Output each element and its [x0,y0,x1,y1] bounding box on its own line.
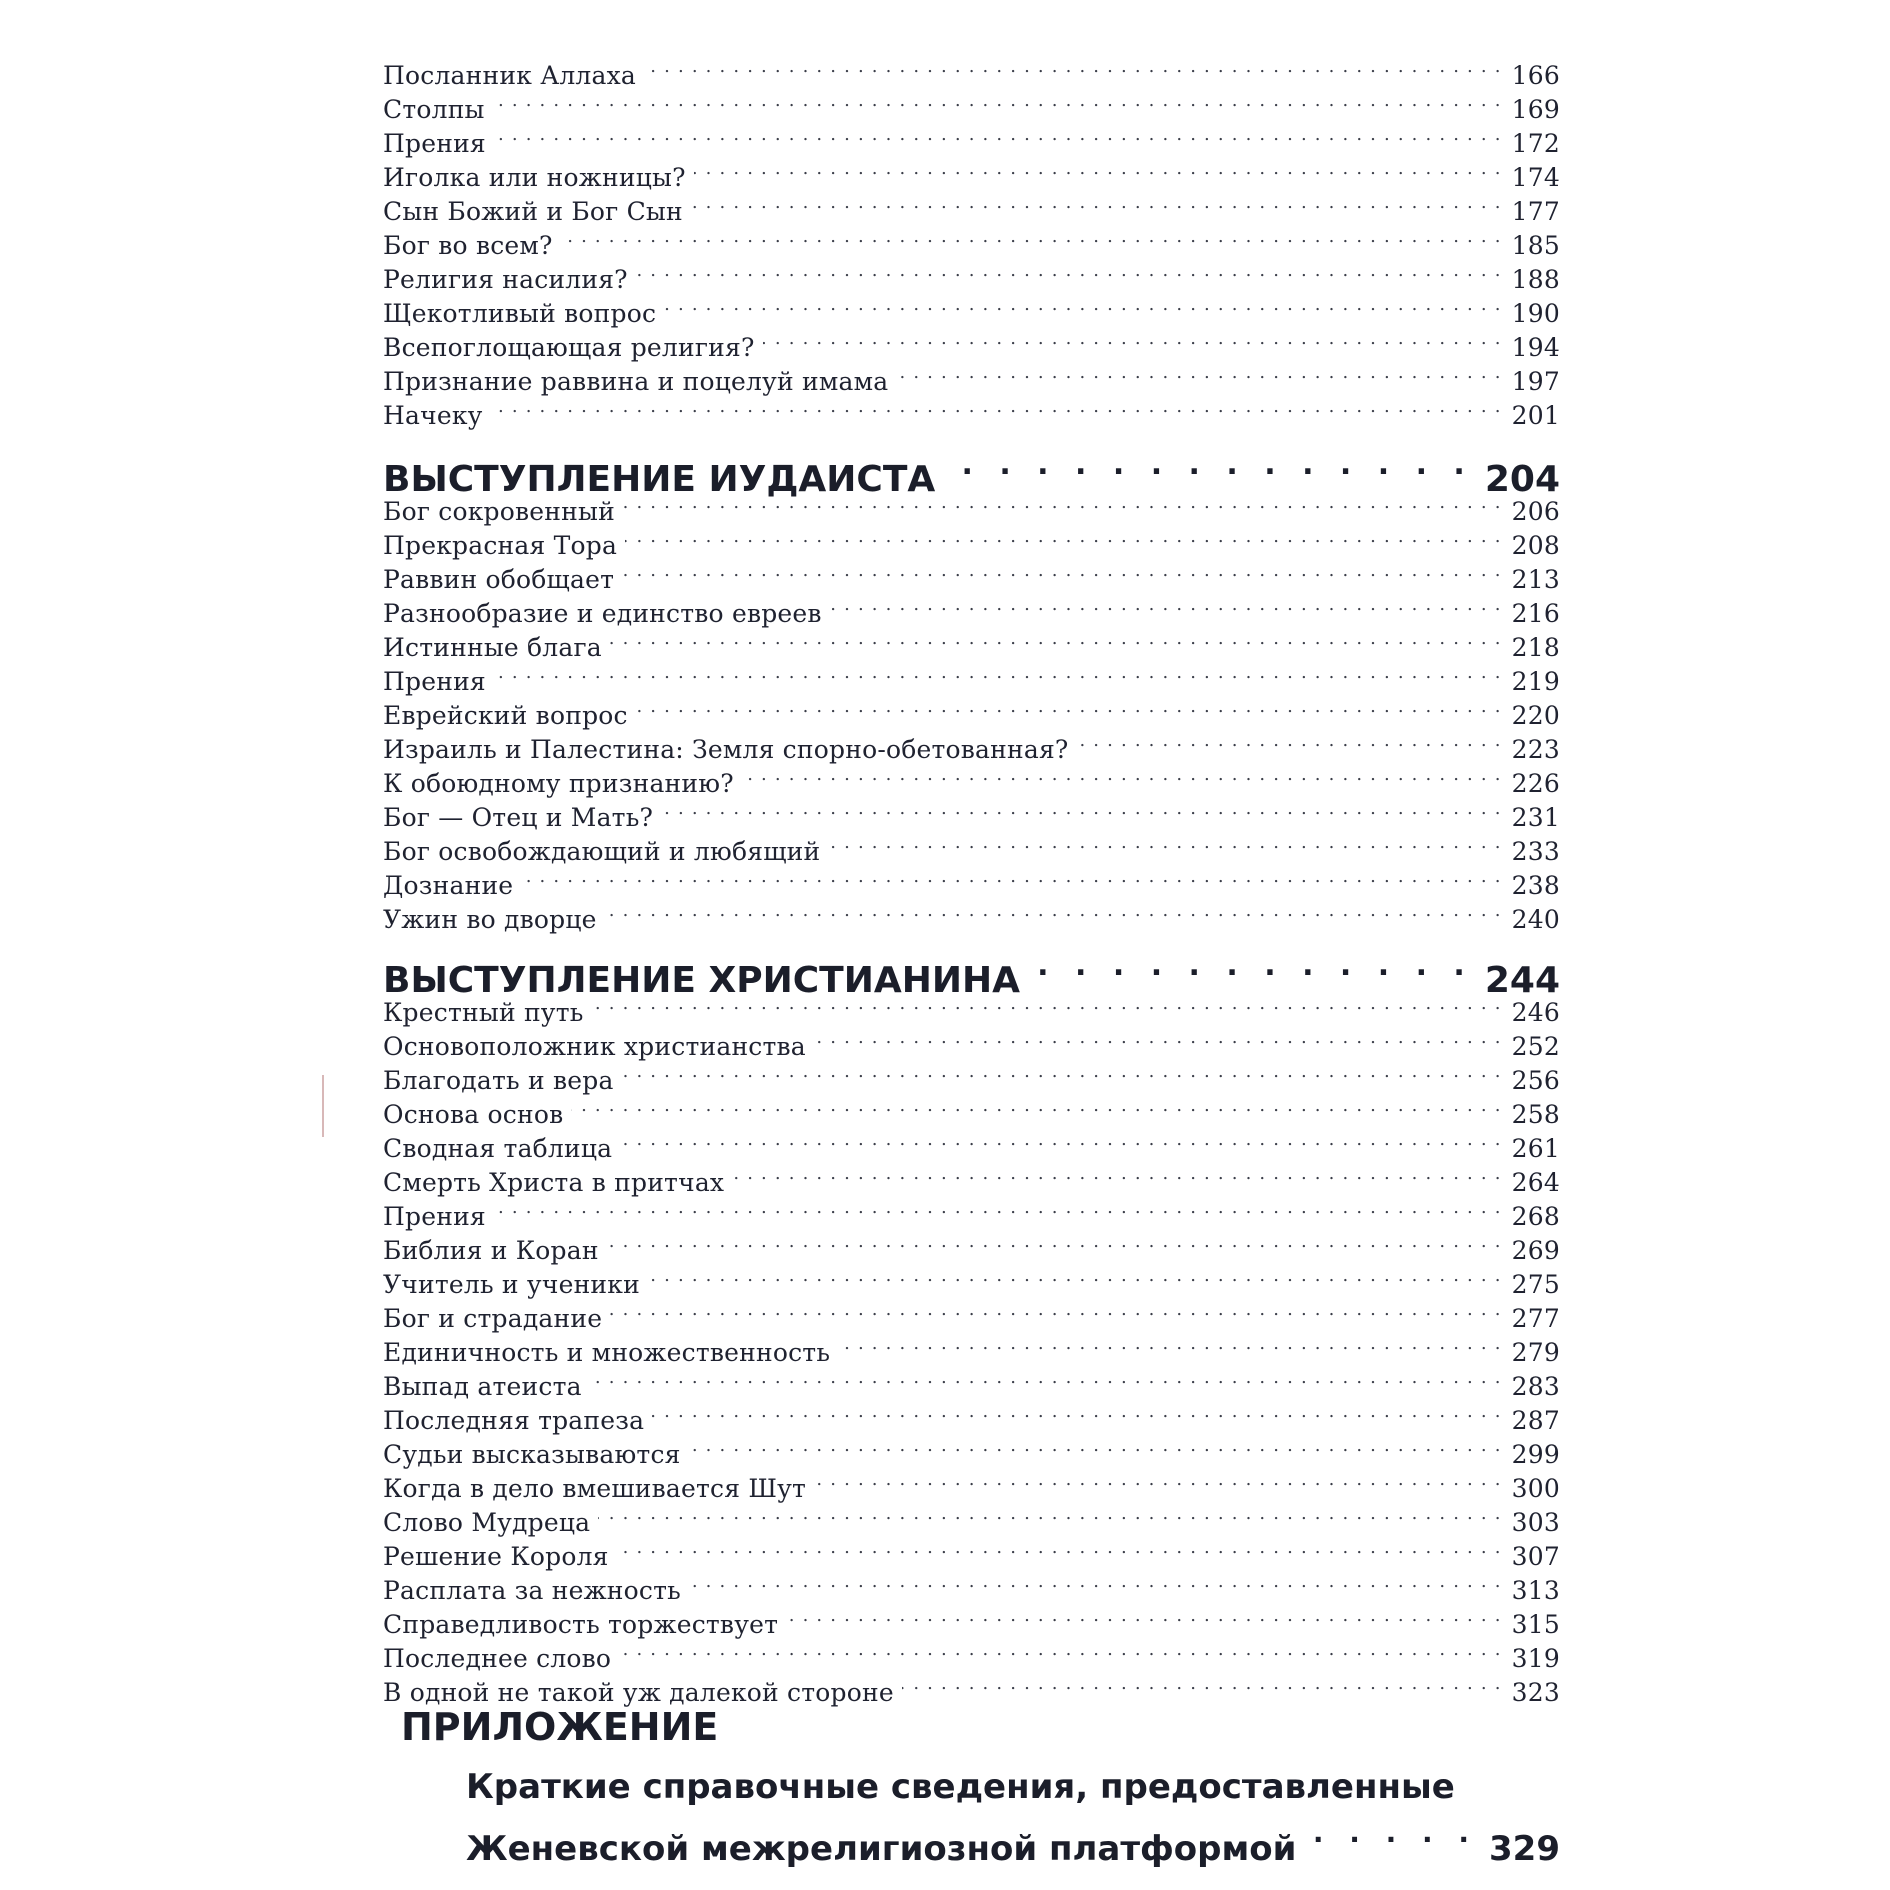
dot-leader [494,656,1502,690]
dot-leader [652,1395,1501,1429]
toc-entry-title: Основа основ [383,1100,564,1129]
toc-entry-page-number: 216 [1511,599,1560,628]
toc-block-judaism [383,486,1560,934]
toc-entry-title: Иголка или ножницы? [383,163,686,192]
toc-entry-page-number: 313 [1511,1576,1560,1605]
toc-entry-title: Прекрасная Тора [383,531,618,560]
toc-entry-page-number: 258 [1511,1100,1560,1129]
toc-entry-title: Признание раввина и поцелуй имама [383,367,889,396]
dot-leader [951,443,1473,491]
toc-entry-page-number: 219 [1511,667,1560,696]
toc-entry-page-number: 238 [1511,871,1560,900]
toc-entry-page-number: 256 [1511,1066,1560,1095]
dot-leader [623,486,1502,520]
toc-entry [383,390,1560,430]
toc-entry-page-number: 174 [1511,163,1560,192]
dot-leader [610,622,1502,656]
dot-leader [617,1531,1502,1565]
toc-entry-title: Сводная таблица [383,1134,613,1163]
toc-entry-title: Бог освобождающий и любящий [383,837,821,866]
dot-leader [838,1327,1502,1361]
dot-leader [1312,1812,1477,1860]
dot-leader [607,1225,1502,1259]
toc-entry [383,987,1560,1027]
dot-leader [664,288,1501,322]
dot-leader [648,1259,1502,1293]
margin-mark [322,1075,324,1137]
toc-entry-page-number: 201 [1511,401,1560,430]
toc-entry-page-number: 233 [1511,837,1560,866]
dot-leader [902,1667,1502,1701]
dot-leader [622,1055,1502,1089]
toc-entry-page-number: 283 [1511,1372,1560,1401]
toc-entry-title: Прения [383,129,486,158]
dot-leader [521,860,1501,894]
dot-leader [494,1191,1502,1225]
section-row [383,944,1560,1001]
toc-entry-title: Когда в дело вмешивается Шут [383,1474,807,1503]
toc-entry [383,84,1560,124]
toc-entry-page-number: 319 [1511,1644,1560,1673]
dot-leader [622,554,1502,588]
dot-leader [620,1123,1501,1157]
dot-leader [763,322,1502,356]
toc-entry-title: Раввин обобщает [383,565,615,594]
toc-entry-title: Щекотливый вопрос [383,299,657,328]
toc-entry-page-number: 300 [1511,1474,1560,1503]
dot-leader [493,84,1502,118]
toc-entry-title: Слово Мудреца [383,1508,591,1537]
dot-leader [1077,724,1502,758]
dot-leader [828,826,1501,860]
dot-leader [689,1565,1502,1599]
toc-entry-title: Смерть Христа в притчах [383,1168,725,1197]
toc-entry [383,1225,1560,1265]
toc-block-islam [383,50,1560,430]
appendix-entry-line2-row [466,1812,1560,1869]
toc-entry-title: Судьи высказываются [383,1440,681,1469]
appendix-page-number: 329 [1489,1829,1560,1869]
section-title: ВЫСТУПЛЕНИЕ ХРИСТИАНИНА [383,960,1020,1001]
dot-leader [896,356,1501,390]
toc-entry-title: Расплата за нежность [383,1576,681,1605]
toc-entry-title: Ужин во дворце [383,905,597,934]
toc-entry-page-number: 240 [1511,905,1560,934]
toc-entry-page-number: 218 [1511,633,1560,662]
dot-leader [694,152,1502,186]
toc-entry-title: Бог сокровенный [383,497,615,526]
appendix-entry [466,1762,1560,1869]
toc-entry-page-number: 252 [1511,1032,1560,1061]
appendix-entry-line1: Краткие справочные сведения, предоставленные [466,1767,1455,1807]
dot-leader [625,520,1502,554]
toc-entry-title: Крестный путь [383,998,584,1027]
toc-entry-page-number: 208 [1511,531,1560,560]
toc-entry-title: Единичность и множественность [383,1338,831,1367]
toc-entry [383,152,1560,192]
dot-leader [561,220,1502,254]
toc-entry [383,894,1560,934]
toc-entry-page-number: 197 [1511,367,1560,396]
toc-entry-page-number: 166 [1511,61,1560,90]
dot-leader [636,254,1502,288]
section-heading-christianity [383,944,1560,1001]
dot-leader [742,758,1502,792]
dot-leader [689,1429,1502,1463]
toc-entry-title: Выпад атеиста [383,1372,582,1401]
toc-entry-page-number: 277 [1511,1304,1560,1333]
dot-leader [636,690,1502,724]
toc-entry-title: Столпы [383,95,485,124]
toc-entry [383,656,1560,696]
toc-entry-page-number: 220 [1511,701,1560,730]
dot-leader [732,1157,1501,1191]
dot-leader [661,792,1502,826]
toc-entry-page-number: 261 [1511,1134,1560,1163]
dot-leader [605,894,1502,928]
toc-entry-page-number: 307 [1511,1542,1560,1571]
toc-entry-title: Прения [383,667,486,696]
dot-leader [598,1497,1501,1531]
toc-entry-page-number: 299 [1511,1440,1560,1469]
toc-entry-title: Истинные блага [383,633,602,662]
toc-entry-page-number: 190 [1511,299,1560,328]
appendix-heading: ПРИЛОЖЕНИЕ [401,1705,719,1749]
toc-entry [383,690,1560,730]
toc-entry-page-number: 185 [1511,231,1560,260]
dot-leader [1036,944,1473,992]
toc-entry-title: Бог и страдание [383,1304,603,1333]
dot-leader [814,1021,1502,1055]
section-page-number: 204 [1484,459,1560,500]
toc-entry-title: Еврейский вопрос [383,701,628,730]
dot-leader [571,1089,1501,1123]
toc-entry-page-number: 315 [1511,1610,1560,1639]
toc-entry [383,860,1560,900]
toc-entry-title: Справедливость торжествует [383,1610,779,1639]
toc-entry-title: Библия и Коран [383,1236,599,1265]
toc-entry-title: Последняя трапеза [383,1406,645,1435]
toc-entry-page-number: 268 [1511,1202,1560,1231]
section-title: ВЫСТУПЛЕНИЕ ИУДАИСТА [383,459,936,500]
toc-entry [383,50,1560,90]
toc-entry-title: Разнообразие и единство евреев [383,599,822,628]
dot-leader [786,1599,1502,1633]
toc-entry-page-number: 279 [1511,1338,1560,1367]
toc-entry-page-number: 213 [1511,565,1560,594]
toc-entry-title: Бог во всем? [383,231,553,260]
dot-leader [644,50,1502,84]
toc-entry [383,486,1560,526]
toc-entry-title: Основоположник христианства [383,1032,806,1061]
toc-entry-title: Прения [383,1202,486,1231]
toc-entry-page-number: 246 [1511,998,1560,1027]
toc-entry-title: Посланник Аллаха [383,61,637,90]
appendix-entry-line2: Женевской межрелигиозной платформой [466,1829,1297,1869]
dot-leader [491,390,1502,424]
toc-entry-page-number: 194 [1511,333,1560,362]
toc-entry-title: Благодать и вера [383,1066,614,1095]
toc-entry-page-number: 231 [1511,803,1560,832]
section-row [383,443,1560,500]
dot-leader [494,118,1502,152]
toc-entry-page-number: 177 [1511,197,1560,226]
toc-entry-page-number: 226 [1511,769,1560,798]
toc-entry-title: Начеку [383,401,483,430]
dot-leader [619,1633,1501,1667]
toc-block-christianity [383,987,1560,1707]
dot-leader [590,1361,1502,1395]
toc-entry-title: В одной не такой уж далекой стороне [383,1678,894,1707]
toc-entry-page-number: 172 [1511,129,1560,158]
toc-entry-title: Бог — Отец и Мать? [383,803,654,832]
toc-entry-page-number: 206 [1511,497,1560,526]
toc-entry-title: Последнее слово [383,1644,612,1673]
toc-entry-page-number: 323 [1511,1678,1560,1707]
toc-entry-title: Религия насилия? [383,265,628,294]
dot-leader [610,1293,1501,1327]
section-heading-judaism [383,443,1560,500]
dot-leader [691,186,1502,220]
toc-entry-title: Сын Божий и Бог Сын [383,197,683,226]
dot-leader [830,588,1502,622]
toc-entry-page-number: 169 [1511,95,1560,124]
toc-entry-page-number: 287 [1511,1406,1560,1435]
section-page-number: 244 [1484,960,1560,1001]
toc-entry-page-number: 275 [1511,1270,1560,1299]
toc-entry-page-number: 303 [1511,1508,1560,1537]
toc-entry-title: Дознание [383,871,514,900]
toc-entry-page-number: 188 [1511,265,1560,294]
dot-leader [814,1463,1502,1497]
toc-entry-page-number: 264 [1511,1168,1560,1197]
toc-entry-page-number: 269 [1511,1236,1560,1265]
toc-entry-title: Всепоглощающая религия? [383,333,755,362]
toc-entry [383,1191,1560,1231]
toc-entry [383,118,1560,158]
dot-leader [592,987,1502,1021]
toc-entry-title: Учитель и ученики [383,1270,640,1299]
toc-entry-title: Израиль и Палестина: Земля спорно-обетованная? [383,735,1069,764]
toc-entry-page-number: 223 [1511,735,1560,764]
toc-entry-title: К обоюдному признанию? [383,769,734,798]
toc-entry-title: Решение Короля [383,1542,609,1571]
